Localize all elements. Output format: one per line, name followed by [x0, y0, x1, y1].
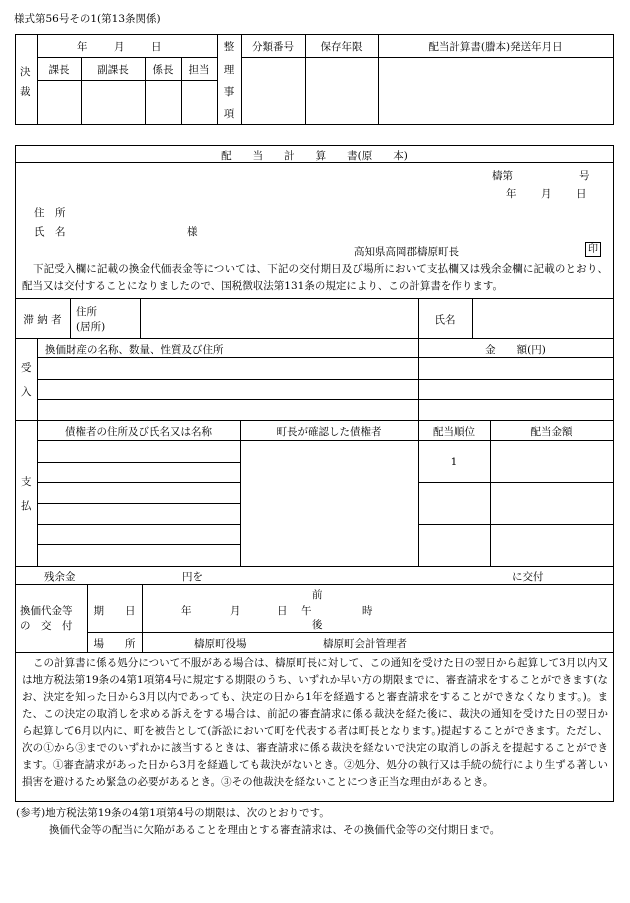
- payment-order-first: 1: [450, 456, 458, 468]
- doc-date-month: 月: [541, 188, 552, 200]
- delivery-am: 前: [312, 589, 323, 601]
- appeal-notice: この計算書に係る処分について不服がある場合は、檮原町長に対して、この通知を受けた日の翌日から起算して3月以内又は地方税法第19条の4第1項第4号に規定する期限のうち、いずれか早い方の期限までに、審査請求をすることができます(なお、決定を知った日から3月以内であっても、決定の日から1年を経過すると審査請求をすることができなくなります。)。また、この決定の取消しを求める訴えをする場合は、前記の審査請求に係る裁決を経た後に、裁決の通知を受けた日の翌日から起算して6月以内に、町を被告として(訴訟において町を代表する者は町長となります。)提起することができます。ただし、次の①から③までのいずれかに該当するときは、審査請求に係る裁決を経ないで決定の取消しの訴えを提起することができます。①審査請求があった日から3月を経過しても裁決がないとき。②処分、処分の執行又は手続の続行により生ずる著しい損害を避けるため緊急の必要があるとき。③その他裁決を経ないことにつき正当な理由があるとき。: [22, 657, 608, 788]
- surplus-yen: 円を: [182, 571, 203, 583]
- delivery-label-1: 換価代金等: [20, 605, 73, 617]
- delivery-hour: 時: [362, 605, 373, 617]
- approval-date-year: 年: [77, 41, 88, 53]
- delinquent-addr-label: 住所: [76, 306, 97, 318]
- ref-go: 号: [579, 170, 590, 182]
- kessai-label-1: 決: [20, 66, 31, 78]
- kakaricho-header: 係長: [152, 64, 174, 76]
- delivery-year: 年: [181, 605, 192, 617]
- doc-date-day: 日: [576, 188, 587, 200]
- delivery-place: 檮原町役場: [194, 638, 247, 650]
- addressee-addr-label: 住 所: [34, 207, 66, 219]
- addressee-name-label: 氏 名: [34, 226, 66, 238]
- seiri-char-2: 理: [223, 64, 235, 76]
- reference-note-1: (参考)地方税法第19条の4第1項第4号の期限は、次のとおりです。: [16, 807, 330, 819]
- delivery-day: 日: [277, 605, 288, 617]
- delivery-month: 月: [230, 605, 241, 617]
- receipt-label-1: 受: [21, 362, 32, 374]
- payment-amount-header: 配当金額: [530, 426, 573, 438]
- delivery-gozen-gogo: 午: [301, 605, 312, 617]
- form-number: 様式第56号その1(第13条関係): [14, 13, 161, 25]
- tanto-header: 担当: [188, 64, 210, 76]
- seal-mark: 印: [585, 242, 601, 257]
- bunrui-header: 分類番号: [252, 41, 294, 53]
- payment-label-2: 払: [21, 500, 32, 512]
- ref-town: 檮第: [492, 170, 513, 182]
- delivery-place-label: 場 所: [93, 638, 136, 650]
- surplus-label: 残余金: [44, 571, 76, 583]
- payment-label-1: 支: [21, 476, 32, 488]
- delinquent-residence-label: (居所): [76, 321, 106, 333]
- kacho-header: 課長: [48, 64, 70, 76]
- reference-note-2: 換価代金等の配当に欠陥があることを理由とする審査請求は、その換価代金等の交付期日まで。: [49, 824, 501, 836]
- seiri-char-3: 事: [223, 86, 235, 98]
- kessai-label-2: 裁: [20, 86, 31, 98]
- sama-label: 様: [187, 226, 198, 238]
- approval-date-month: 月: [114, 41, 125, 53]
- delivery-manager: 檮原町会計管理者: [323, 638, 407, 650]
- hozon-header: 保存年限: [320, 41, 363, 53]
- receipt-label-2: 入: [21, 386, 32, 398]
- fukukacho-header: 副課長: [97, 64, 129, 76]
- receipt-amount-header: 金 額(円): [485, 344, 546, 356]
- delivery-pm: 後: [312, 619, 323, 631]
- delinquent-label: 滞 納 者: [23, 314, 62, 326]
- intro-paragraph: 下記受入欄に記載の換金代価表金等については、下記の交付期日及び場所において支払欄又は残余金欄に記載のとおり、配当又は交付することになりましたので、国税徴収法第131条の規定により、この計算書を作ります。: [22, 263, 608, 292]
- doc-date-year: 年: [506, 188, 517, 200]
- issuer-name: 高知県高岡郡檮原町長: [354, 246, 459, 258]
- form-title: 配 当 計 算 書(原 本): [221, 150, 408, 162]
- approval-date-day: 日: [151, 41, 162, 53]
- delivery-date-label: 期 日: [93, 605, 136, 617]
- surplus-kofu: に交付: [512, 571, 544, 583]
- seiri-char-1: 整: [223, 41, 235, 53]
- delivery-label-2: の 交 付: [20, 620, 73, 632]
- hassou-header: 配当計算書(謄本)発送年月日: [428, 41, 563, 53]
- payment-order-header: 配当順位: [433, 426, 475, 438]
- seiri-char-4: 項: [223, 108, 235, 120]
- payment-confirmed-header: 町長が確認した債権者: [276, 426, 382, 438]
- payment-creditor-header: 債権者の住所及び氏名又は名称: [65, 426, 212, 438]
- delinquent-name-label: 氏名: [434, 314, 456, 326]
- receipt-asset-header: 換価財産の名称、数量、性質及び住所: [45, 344, 224, 356]
